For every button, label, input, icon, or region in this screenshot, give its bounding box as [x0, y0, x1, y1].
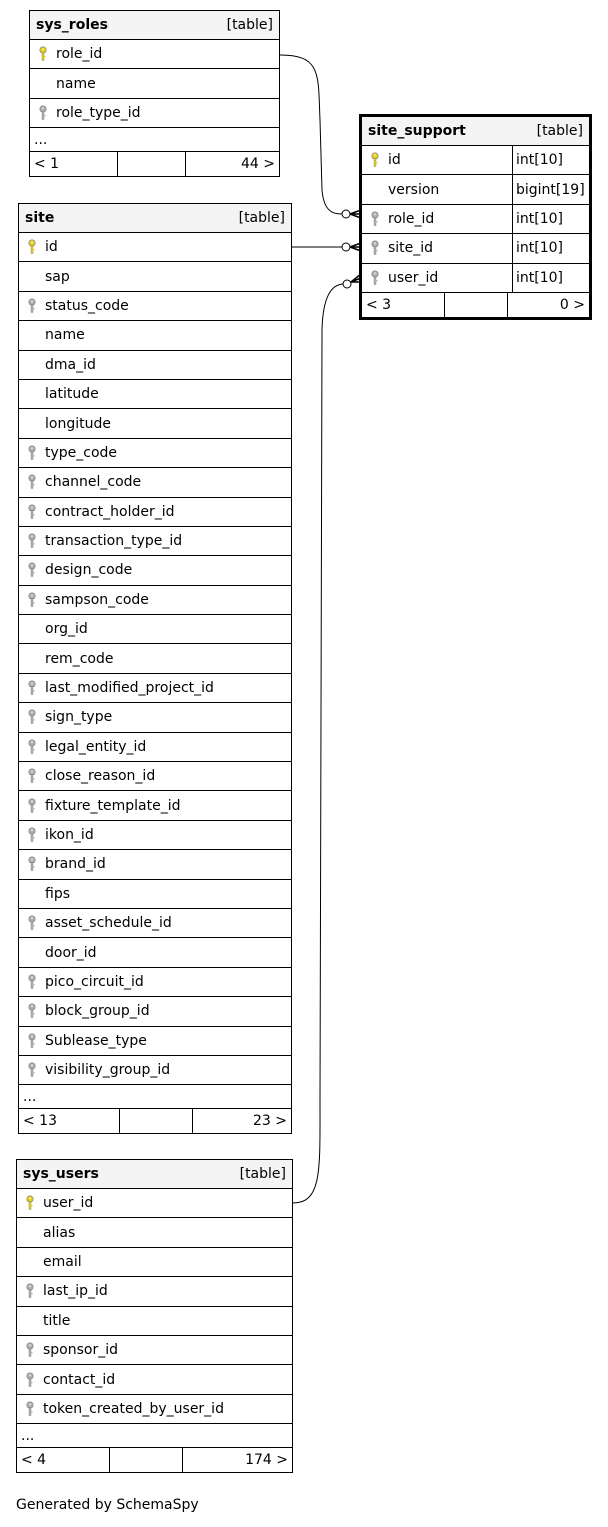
table-header [19, 204, 291, 233]
children-count[interactable]: 23 > [253, 1113, 287, 1130]
table-site[interactable] [18, 203, 292, 1134]
foreign-key-icon [19, 562, 45, 578]
column-row[interactable] [30, 99, 279, 128]
parents-count[interactable]: < 4 [21, 1452, 47, 1469]
column-name: door_id [45, 944, 97, 961]
column-name: token_created_by_user_id [43, 1400, 224, 1417]
foreign-key-icon [19, 856, 45, 872]
column-name: latitude [45, 386, 99, 403]
table-header [362, 117, 589, 146]
table-kind: [table] [226, 17, 273, 33]
foreign-key-icon [19, 445, 45, 461]
more-columns: ... [19, 1085, 291, 1109]
relationship-end-role [342, 210, 350, 218]
column-name: user_id [388, 269, 439, 286]
column-name: longitude [45, 415, 111, 432]
primary-key-icon [19, 239, 45, 255]
column-row[interactable] [19, 1027, 291, 1056]
column-name: status_code [45, 297, 129, 314]
column-row[interactable] [19, 997, 291, 1026]
foreign-key-icon [19, 474, 45, 490]
column-row[interactable] [17, 1218, 292, 1247]
column-row[interactable] [19, 556, 291, 585]
column-name: name [45, 327, 85, 344]
children-count[interactable]: 174 > [245, 1452, 288, 1469]
column-row[interactable] [19, 644, 291, 673]
footer-spacer [444, 293, 508, 317]
foreign-key-icon [19, 827, 45, 843]
primary-key-icon [30, 46, 56, 62]
column-name: id [45, 239, 58, 256]
column-row[interactable] [19, 880, 291, 909]
table-site-support[interactable] [359, 114, 592, 320]
more-columns: ... [30, 128, 279, 152]
foreign-key-icon [19, 915, 45, 931]
parents-count[interactable]: < 3 [366, 296, 392, 313]
column-row[interactable] [19, 674, 291, 703]
generated-by-label: Generated by SchemaSpy [16, 1497, 199, 1513]
table-sys-roles[interactable] [29, 10, 280, 177]
foreign-key-icon [19, 1033, 45, 1049]
table-kind: [table] [238, 210, 285, 226]
column-name: dma_id [45, 356, 96, 373]
children-count[interactable]: 0 > [559, 296, 585, 313]
column-row[interactable] [19, 380, 291, 409]
column-name: name [56, 75, 96, 92]
column-name: alias [43, 1224, 76, 1241]
column-name: user_id [43, 1195, 94, 1212]
column-row[interactable] [19, 351, 291, 380]
column-name: contract_holder_id [45, 503, 175, 520]
column-row[interactable] [17, 1336, 292, 1365]
foreign-key-icon [17, 1342, 43, 1358]
column-name: sap [45, 268, 70, 285]
column-name: asset_schedule_id [45, 915, 172, 932]
column-name: site_id [388, 240, 434, 257]
primary-key-icon [362, 152, 388, 168]
foreign-key-icon [17, 1372, 43, 1388]
column-name: legal_entity_id [45, 738, 147, 755]
column-name: rem_code [45, 650, 114, 667]
parents-count[interactable]: < 13 [23, 1113, 57, 1130]
relationship-end-user [343, 280, 351, 288]
foreign-key-icon [19, 533, 45, 549]
table-footer [30, 152, 279, 176]
table-header [30, 11, 279, 40]
table-name: sys_users [23, 1166, 99, 1182]
column-name: pico_circuit_id [45, 973, 144, 990]
foreign-key-icon [19, 798, 45, 814]
column-row[interactable] [362, 146, 589, 175]
column-name: email [43, 1253, 82, 1270]
column-row[interactable] [19, 909, 291, 938]
column-row[interactable] [19, 527, 291, 556]
table-kind: [table] [536, 123, 583, 139]
column-name: role_type_id [56, 104, 141, 121]
column-type: int[10] [512, 205, 589, 233]
foreign-key-icon [19, 504, 45, 520]
table-name: site [25, 210, 55, 226]
column-type: int[10] [512, 234, 589, 262]
column-row[interactable] [19, 233, 291, 262]
table-kind: [table] [239, 1166, 286, 1182]
column-name: title [43, 1312, 71, 1329]
column-name: transaction_type_id [45, 533, 183, 550]
column-name: ikon_id [45, 827, 94, 843]
column-row[interactable] [17, 1395, 292, 1424]
foreign-key-icon [362, 240, 388, 256]
column-name: design_code [45, 562, 133, 579]
foreign-key-icon [17, 1283, 43, 1299]
table-footer [17, 1448, 292, 1472]
table-name: sys_roles [36, 17, 108, 33]
foreign-key-icon [19, 768, 45, 784]
column-name: sponsor_id [43, 1342, 119, 1359]
relationship-line-user [293, 284, 344, 1203]
more-columns: ... [17, 1424, 292, 1448]
column-type: bigint[19] [512, 175, 589, 203]
column-name: close_reason_id [45, 768, 156, 785]
foreign-key-icon [19, 1003, 45, 1019]
column-name: org_id [45, 621, 88, 638]
column-row[interactable] [17, 1277, 292, 1306]
column-row[interactable] [19, 409, 291, 438]
column-row[interactable] [19, 468, 291, 497]
column-row[interactable] [19, 262, 291, 291]
column-name: contact_id [43, 1371, 116, 1388]
column-name: role_id [56, 46, 103, 63]
column-row[interactable] [30, 69, 279, 98]
column-row[interactable] [19, 292, 291, 321]
column-row[interactable] [362, 234, 589, 263]
table-footer [19, 1109, 291, 1133]
footer-spacer [119, 1109, 193, 1133]
column-type: int[10] [512, 146, 589, 174]
column-name: last_ip_id [43, 1283, 108, 1300]
column-name: fips [45, 885, 70, 902]
column-row[interactable] [17, 1307, 292, 1336]
foreign-key-icon [30, 105, 56, 121]
column-type: int[10] [512, 264, 589, 292]
column-name: visibility_group_id [45, 1062, 171, 1079]
foreign-key-icon [19, 298, 45, 314]
foreign-key-icon [19, 592, 45, 608]
column-row[interactable] [19, 615, 291, 644]
column-row[interactable] [362, 175, 589, 204]
column-row[interactable] [19, 968, 291, 997]
foreign-key-icon [362, 270, 388, 286]
column-name: channel_code [45, 474, 142, 491]
column-name: type_code [45, 444, 118, 461]
column-row[interactable] [19, 762, 291, 791]
column-row[interactable] [19, 498, 291, 527]
foreign-key-icon [362, 211, 388, 227]
column-name: brand_id [45, 856, 106, 873]
column-row[interactable] [17, 1365, 292, 1394]
column-row[interactable] [17, 1189, 292, 1218]
children-count[interactable]: 44 > [241, 156, 275, 173]
footer-spacer [109, 1448, 183, 1472]
column-row[interactable] [19, 439, 291, 468]
relationship-end-site [342, 243, 350, 251]
column-name: Sublease_type [45, 1032, 147, 1049]
primary-key-icon [17, 1195, 43, 1211]
foreign-key-icon [19, 974, 45, 990]
column-row[interactable] [362, 264, 589, 293]
foreign-key-icon [19, 739, 45, 755]
column-row[interactable] [19, 703, 291, 732]
column-name: id [388, 152, 401, 169]
parents-count[interactable]: < 1 [34, 156, 60, 173]
table-footer [362, 293, 589, 317]
relationship-line-role [280, 55, 344, 214]
foreign-key-icon [19, 680, 45, 696]
column-name: sampson_code [45, 591, 149, 608]
column-row[interactable] [17, 1248, 292, 1277]
table-name: site_support [368, 123, 466, 139]
column-row[interactable] [362, 205, 589, 234]
column-name: fixture_template_id [45, 797, 181, 814]
footer-spacer [117, 152, 186, 176]
table-header [17, 1160, 292, 1189]
foreign-key-icon [17, 1401, 43, 1417]
column-row[interactable] [19, 733, 291, 762]
column-name: role_id [388, 210, 435, 227]
column-name: last_modified_project_id [45, 680, 214, 697]
column-row[interactable] [19, 321, 291, 350]
column-row[interactable] [19, 791, 291, 820]
column-row[interactable] [19, 1056, 291, 1085]
foreign-key-icon [19, 709, 45, 725]
column-row[interactable] [19, 586, 291, 615]
table-sys-users[interactable] [16, 1159, 293, 1473]
column-name: block_group_id [45, 1003, 150, 1020]
column-row[interactable] [19, 821, 291, 850]
column-row[interactable] [19, 938, 291, 967]
column-row[interactable] [19, 850, 291, 879]
column-row[interactable] [30, 40, 279, 69]
column-name: sign_type [45, 709, 113, 726]
column-name: version [388, 181, 440, 198]
foreign-key-icon [19, 1062, 45, 1078]
